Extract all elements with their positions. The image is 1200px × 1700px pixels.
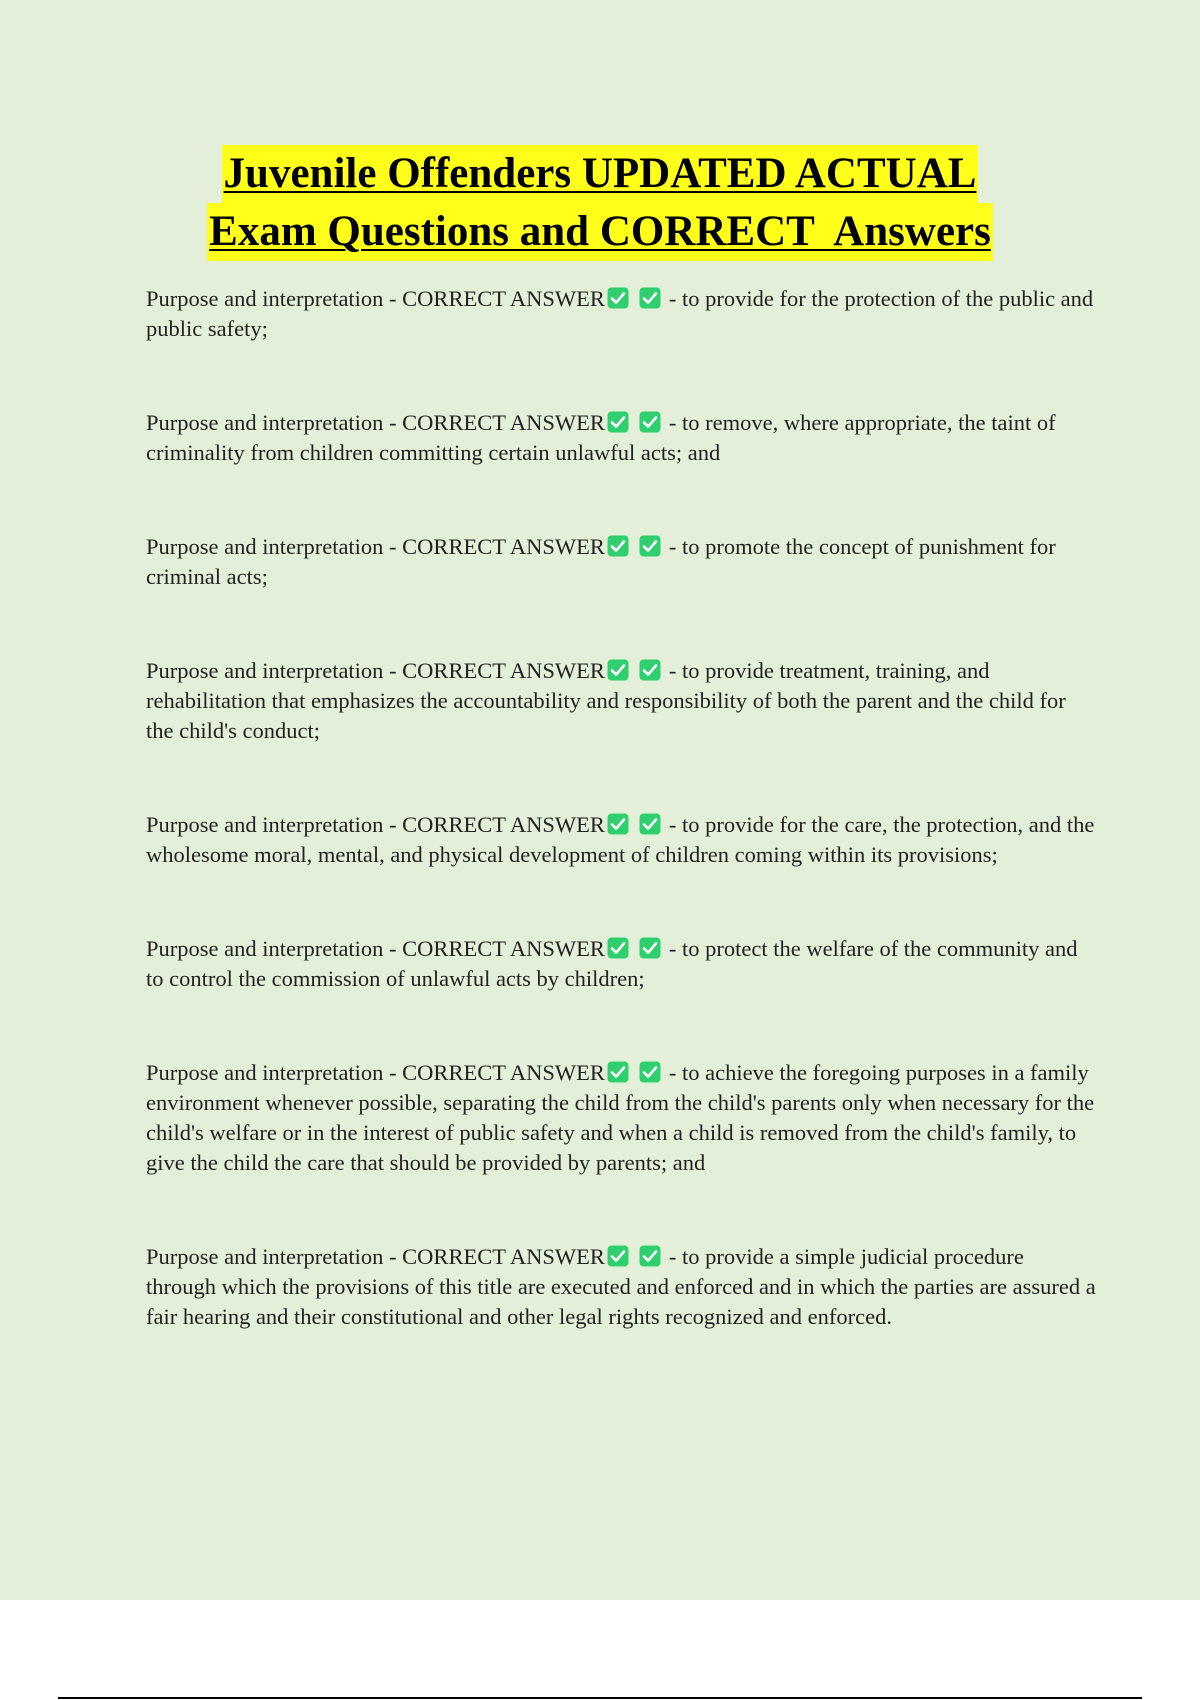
footer-rule [58, 1697, 1142, 1699]
qa-entry [146, 408, 1096, 468]
check-icon [607, 659, 629, 681]
document-title [0, 145, 1200, 261]
entry-answer: - to achieve the foregoing purposes in a family environment whenever possible, separating the child from the child's parents only when necessary for the child's welfare or in the interest of public safety and when a child is removed from the child's family, to give the child the care that should be provided by parents; and [146, 1060, 1095, 1175]
check-icon [639, 1245, 661, 1267]
entry-term: Purpose and interpretation - CORRECT ANSWER [146, 812, 605, 837]
title-line-2: Exam Questions and CORRECT Answers [207, 203, 993, 261]
check-icon [639, 411, 661, 433]
qa-list [146, 284, 1096, 1332]
entry-answer: - to provide treatment, training, and rehabilitation that emphasizes the accountability and responsibility of both the parent and the child for the child's conduct; [146, 658, 1066, 743]
entry-answer: - to provide for the protection of the public and public safety; [146, 286, 1094, 341]
check-icon [639, 937, 661, 959]
qa-entry [146, 934, 1096, 994]
check-icon [607, 937, 629, 959]
entry-answer: - to promote the concept of punishment for criminal acts; [146, 534, 1056, 589]
entry-term: Purpose and interpretation - CORRECT ANSWER [146, 658, 605, 683]
check-icon [607, 1061, 629, 1083]
entry-term: Purpose and interpretation - CORRECT ANSWER [146, 1244, 605, 1269]
qa-entry [146, 656, 1096, 746]
entry-answer: - to remove, where appropriate, the taint of criminality from children committing certain unlawful acts; and [146, 410, 1056, 465]
check-icon [639, 1061, 661, 1083]
entry-term: Purpose and interpretation - CORRECT ANSWER [146, 936, 605, 961]
entry-answer: - to provide for the care, the protection, and the wholesome moral, mental, and physical development of children coming within its provisions; [146, 812, 1095, 867]
entry-answer: - to protect the welfare of the community and to control the commission of unlawful acts by children; [146, 936, 1078, 991]
check-icon [607, 411, 629, 433]
check-icon [639, 659, 661, 681]
qa-entry [146, 1058, 1096, 1178]
check-icon [639, 813, 661, 835]
qa-entry [146, 1242, 1096, 1332]
entry-term: Purpose and interpretation - CORRECT ANSWER [146, 534, 605, 559]
qa-entry [146, 810, 1096, 870]
qa-entry [146, 284, 1096, 344]
check-icon [607, 1245, 629, 1267]
qa-entry [146, 532, 1096, 592]
entry-answer: - to provide a simple judicial procedure through which the provisions of this title are executed and enforced and in which the parties are assured a fair hearing and their constitutional and other legal rights recognized and enforced. [146, 1244, 1096, 1329]
entry-term: Purpose and interpretation - CORRECT ANSWER [146, 286, 605, 311]
check-icon [607, 535, 629, 557]
title-line-1: Juvenile Offenders UPDATED ACTUAL [222, 145, 979, 203]
check-icon [639, 287, 661, 309]
check-icon [607, 287, 629, 309]
check-icon [639, 535, 661, 557]
entry-term: Purpose and interpretation - CORRECT ANSWER [146, 410, 605, 435]
entry-term: Purpose and interpretation - CORRECT ANSWER [146, 1060, 605, 1085]
check-icon [607, 813, 629, 835]
